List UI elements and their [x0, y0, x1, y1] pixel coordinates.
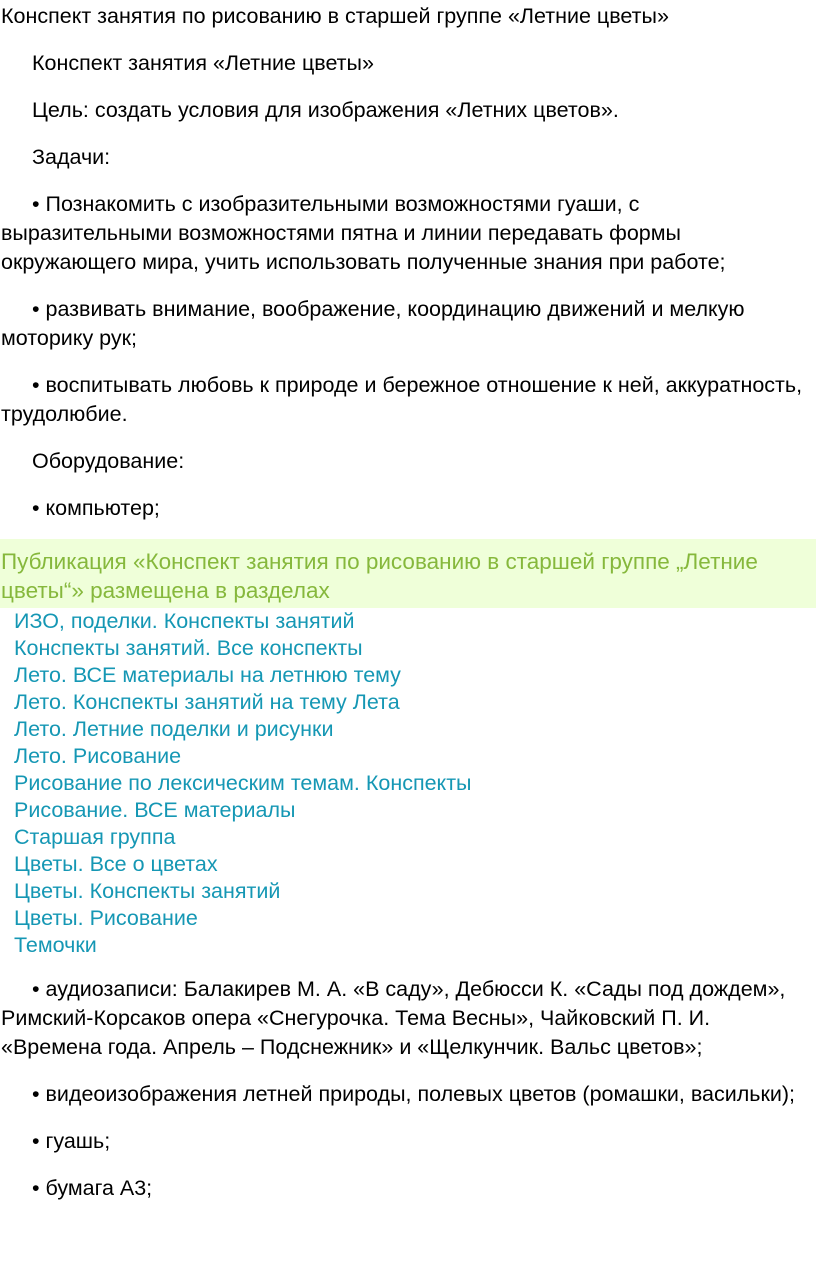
spacer [0, 429, 816, 447]
section-link[interactable]: Рисование по лексическим темам. Конспекты [14, 771, 472, 795]
spacer [0, 1062, 816, 1080]
list-item [14, 716, 816, 743]
list-item [14, 905, 816, 932]
lesson-subtitle: Конспект занятия «Летние цветы» [32, 51, 374, 75]
equipment-item: • видеоизображения летней природы, полевых цветов (ромашки, васильки); [32, 1082, 796, 1106]
spacer [0, 476, 816, 494]
publication-banner: Публикация «Конспект занятия по рисованию в старшей группе „Летние цветы“» размещена в разделах [0, 539, 816, 608]
equipment-heading: Оборудование: [32, 449, 185, 473]
task-item: • развивать внимание, воображение, координацию движений и мелкую моторику рук; [1, 297, 745, 350]
equipment-item: • гуашь; [32, 1129, 111, 1153]
list-item [14, 689, 816, 716]
section-link[interactable]: Рисование. ВСЕ материалы [14, 798, 296, 822]
list-item [14, 878, 816, 905]
task-item: • воспитывать любовь к природе и бережное отношение к ней, аккуратность, трудолюбие. [1, 373, 803, 426]
section-link[interactable]: Конспекты занятий. Все конспекты [14, 636, 363, 660]
list-item [14, 797, 816, 824]
list-item [14, 662, 816, 689]
section-link[interactable]: Лето. Конспекты занятий на тему Лета [14, 690, 400, 714]
spacer [0, 353, 816, 371]
task-item: • Познакомить с изобразительными возможностями гуаши, с выразительными возможностями пятна и линии передавать формы окружающего мира, учить использовать полученные знания при работе; [1, 192, 726, 274]
section-link[interactable]: Цветы. Все о цветах [14, 852, 218, 876]
section-link[interactable]: Старшая группа [14, 825, 176, 849]
section-link[interactable]: Цветы. Рисование [14, 906, 198, 930]
equipment-item: • компьютер; [32, 496, 160, 520]
spacer [0, 125, 816, 143]
section-link[interactable]: Лето. Летние поделки и рисунки [14, 717, 334, 741]
list-item [14, 743, 816, 770]
section-link[interactable]: Темочки [14, 933, 97, 957]
spacer [0, 1156, 816, 1174]
equipment-item: • бумага А3; [32, 1176, 153, 1200]
spacer [0, 523, 816, 539]
tasks-heading: Задачи: [32, 145, 111, 169]
document-title: Конспект занятия по рисованию в старшей группе «Летние цветы» [1, 4, 669, 28]
spacer [0, 31, 816, 49]
list-item [14, 635, 816, 662]
publication-sections-list [0, 608, 816, 959]
spacer [0, 277, 816, 295]
spacer [0, 172, 816, 190]
list-item [14, 608, 816, 635]
section-link[interactable]: Лето. ВСЕ материалы на летнюю тему [14, 663, 401, 687]
spacer [0, 78, 816, 96]
list-item [14, 824, 816, 851]
equipment-item: • аудиозаписи: Балакирев М. А. «В саду», Дебюсси К. «Сады под дождем», Римский-Корсаков опера «Снегурочка. Тема Весны», Чайковский П. И. «Времена года. Апрель – Подснежник» и «Щелкунчик. Вальс цветов»; [1, 977, 786, 1059]
spacer [0, 1109, 816, 1127]
list-item [14, 770, 816, 797]
list-item [14, 851, 816, 878]
section-link[interactable]: Цветы. Конспекты занятий [14, 879, 281, 903]
section-link[interactable]: Лето. Рисование [14, 744, 182, 768]
list-item [14, 932, 816, 959]
section-link[interactable]: ИЗО, поделки. Конспекты занятий [14, 609, 355, 633]
lesson-goal: Цель: создать условия для изображения «Летних цветов». [32, 98, 619, 122]
spacer [0, 959, 816, 975]
